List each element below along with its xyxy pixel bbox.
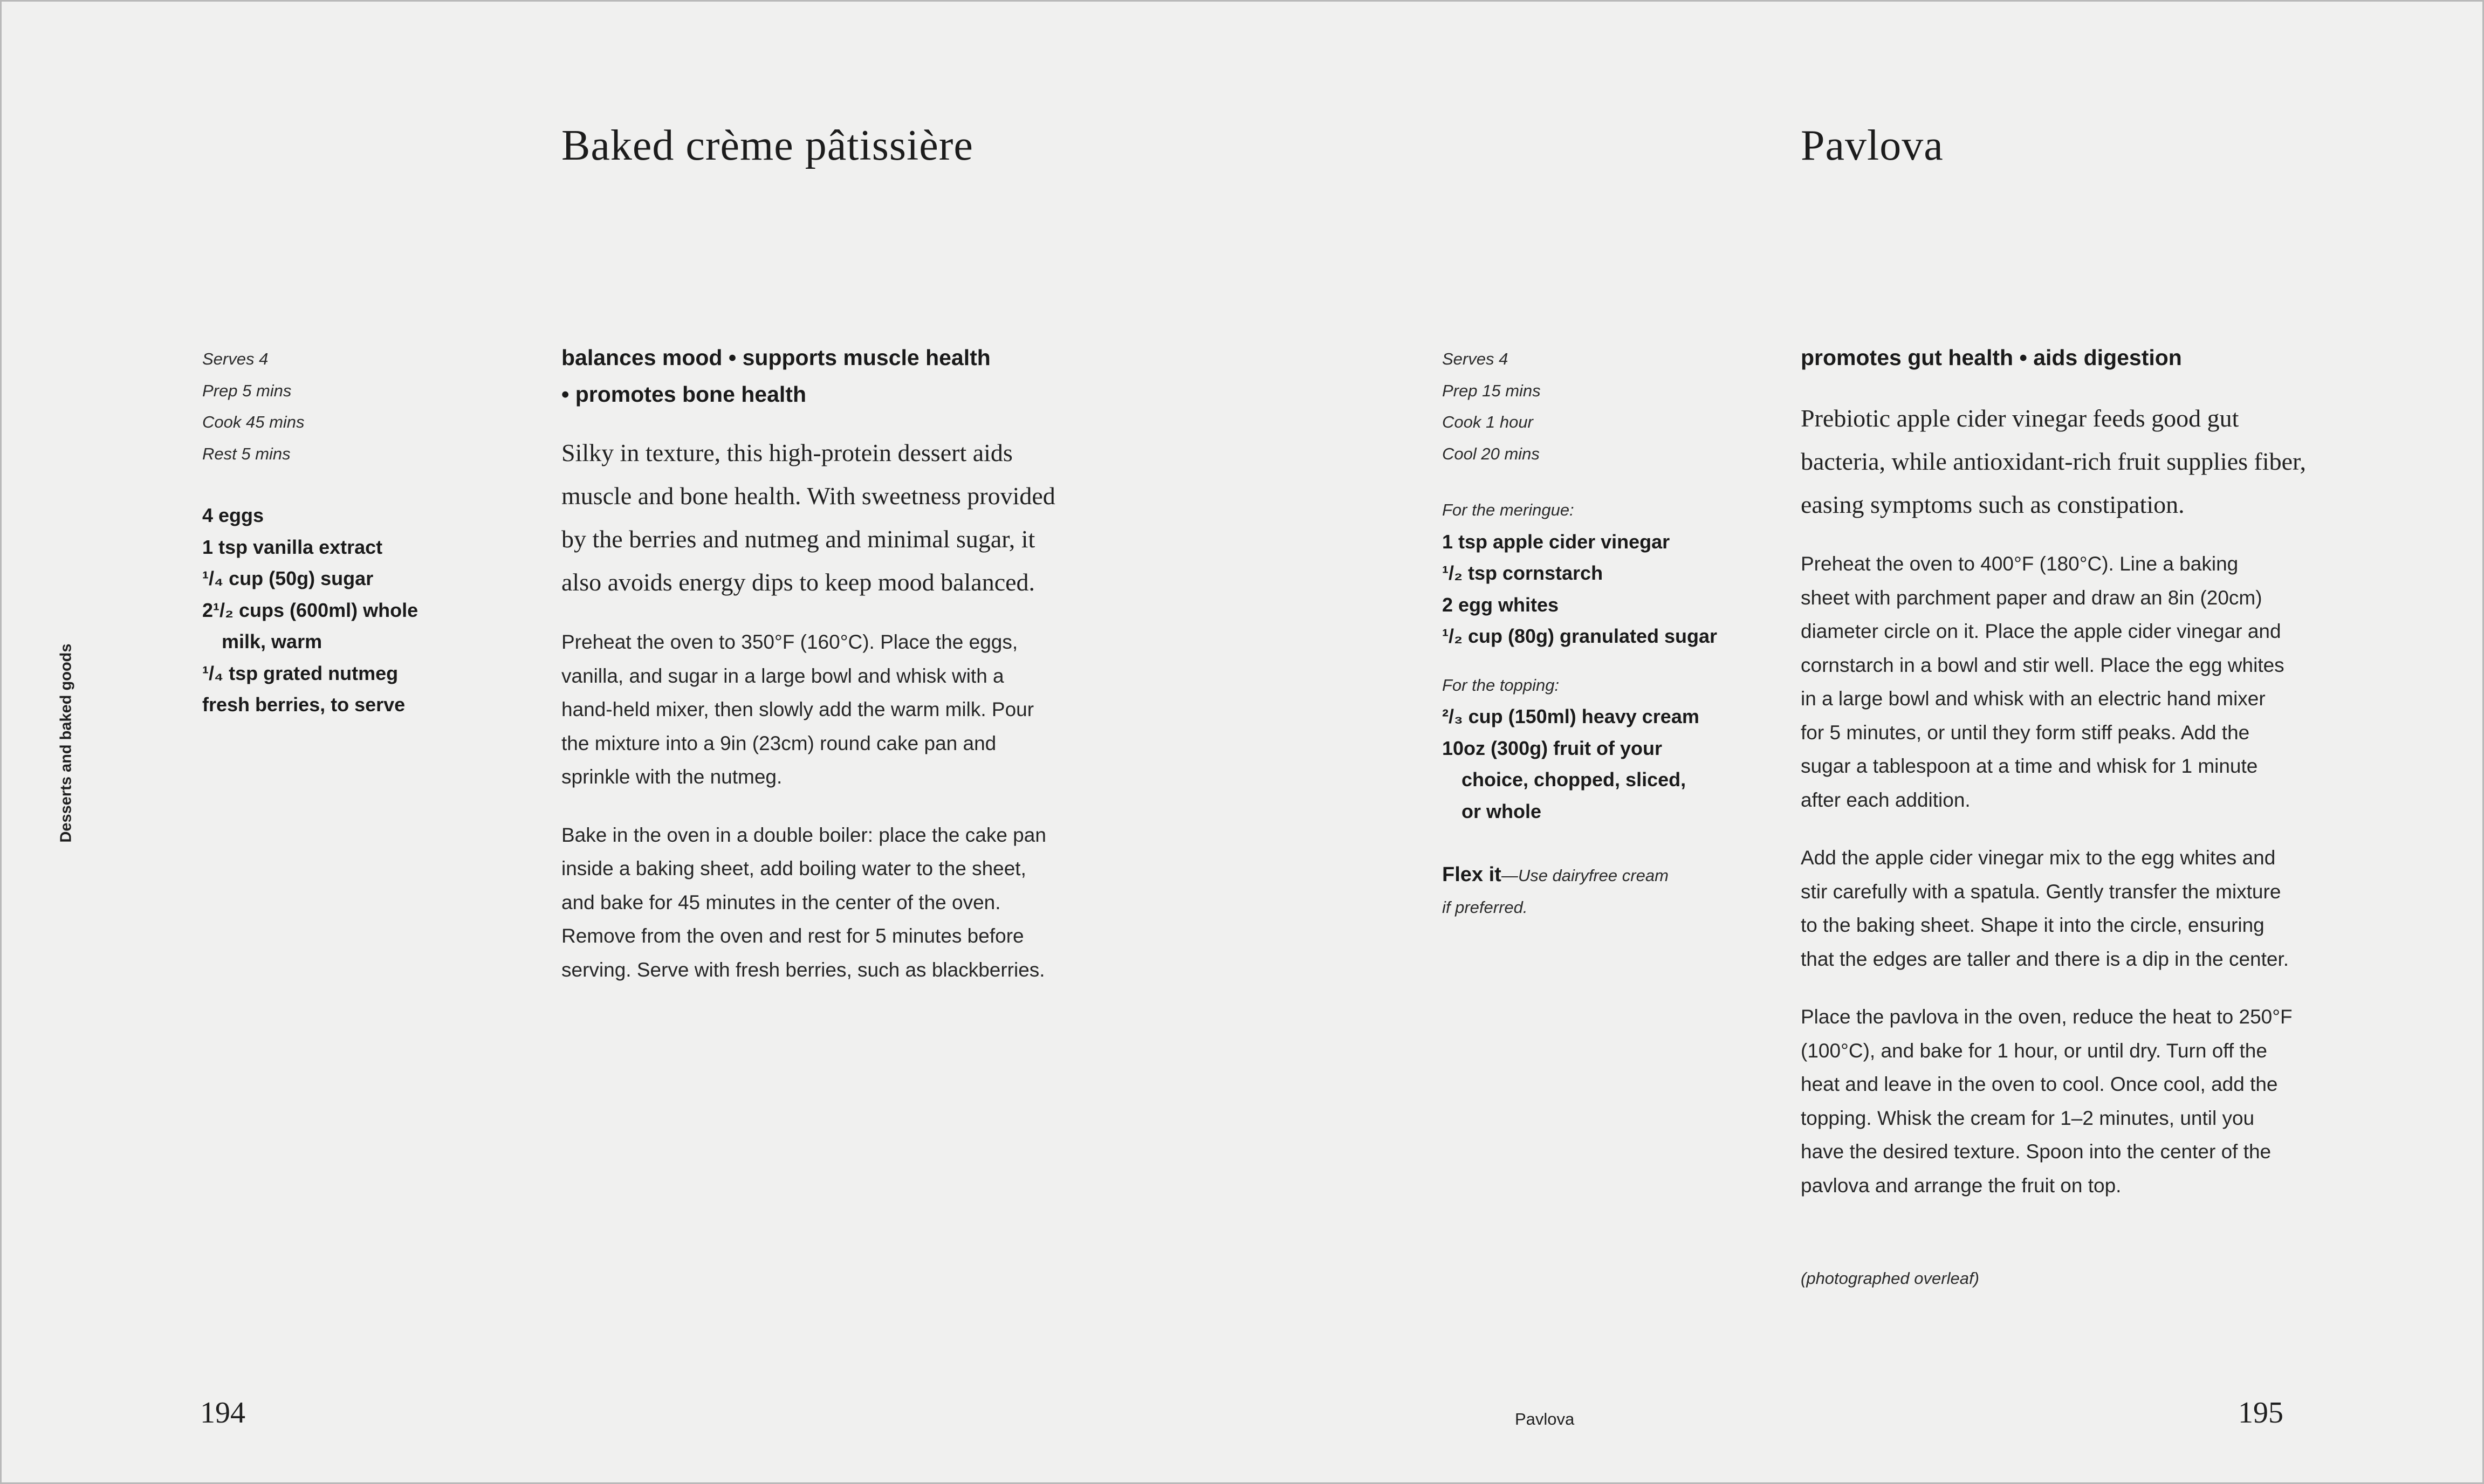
ingredient-item: 1 tsp apple cider vinegar [1442, 530, 1670, 553]
intro-line: by the berries and nutmeg and minimal sugar, it [561, 525, 1035, 553]
meta-serves: Serves 4 [202, 349, 269, 368]
intro-line: easing symptoms such as constipation. [1801, 491, 2185, 518]
benefits-line: balances mood • supports muscle health [561, 345, 991, 370]
ingredient-list-right [1442, 494, 1717, 827]
method-paragraph [1801, 547, 2293, 817]
method-line: after each addition. [1801, 788, 1971, 811]
method-line: heat and leave in the oven to cool. Once cool, add the [1801, 1073, 2278, 1095]
ingredient-item: 2 egg whites [1442, 593, 1559, 616]
method-line: sprinkle with the nutmeg. [561, 766, 783, 788]
method-line: for 5 minutes, or until they form stiff peaks. Add the [1801, 721, 2250, 744]
recipe-intro-right [1801, 397, 2306, 526]
intro-line: Silky in texture, this high-protein dessert aids [561, 439, 1013, 466]
recipe-intro-left [561, 431, 1055, 604]
ingredient-item-continued: milk, warm [222, 630, 322, 652]
intro-line: also avoids energy dips to keep mood balanced. [561, 568, 1035, 596]
ingredient-item: ²/₃ cup (150ml) heavy cream [1442, 705, 1699, 727]
method-line: serving. Serve with fresh berries, such as blackberries. [561, 958, 1045, 981]
ingredient-list-left [202, 500, 418, 721]
health-benefits-right [1801, 339, 2182, 376]
recipe-title-pavlova: Pavlova [1801, 122, 1944, 169]
ingredient-item: fresh berries, to serve [202, 693, 406, 716]
ingredient-item: 2¹/₂ cups (600ml) whole [202, 599, 418, 621]
meta-rest: Rest 5 mins [202, 444, 291, 463]
method-line: that the edges are taller and there is a dip in the center. [1801, 947, 2289, 970]
method-line: pavlova and arrange the fruit on top. [1801, 1174, 2122, 1197]
flex-it-note-continued: if preferred. [1442, 897, 1528, 917]
page-number-left: 194 [200, 1396, 245, 1430]
method-line: and bake for 45 minutes in the center of the oven. [561, 891, 1001, 913]
page-number-right: 195 [2238, 1396, 2283, 1430]
topping-subheading: For the topping: [1442, 675, 1560, 695]
method-paragraph [561, 819, 1046, 987]
ingredient-item: 4 eggs [202, 504, 264, 526]
method-right [1801, 547, 2293, 1203]
recipe-meta-left [202, 343, 305, 470]
intro-line: bacteria, while antioxidant-rich fruit supplies fiber, [1801, 448, 2307, 475]
method-paragraph [1801, 841, 2293, 976]
method-paragraph [561, 626, 1046, 794]
flex-it-label: Flex it [1442, 863, 1501, 886]
ingredient-item: ¹/₄ tsp grated nutmeg [202, 662, 399, 684]
method-line: Add the apple cider vinegar mix to the egg whites and [1801, 847, 2276, 869]
method-line: cornstarch in a bowl and stir well. Place the egg whites [1801, 654, 2284, 676]
method-left [561, 626, 1046, 987]
ingredient-item-continued: choice, chopped, sliced, [1461, 768, 1686, 791]
flex-it-note: —Use dairyfree cream [1501, 866, 1669, 885]
ingredient-item: ¹/₂ tsp cornstarch [1442, 562, 1603, 584]
meta-cool: Cool 20 mins [1442, 444, 1540, 463]
running-footer: Pavlova [1515, 1410, 1575, 1428]
section-spine-label: Desserts and baked goods [57, 643, 75, 843]
method-line: (100°C), and bake for 1 hour, or until dry. Turn off the [1801, 1039, 2267, 1062]
method-line: sugar a tablespoon at a time and whisk for 1 minute [1801, 755, 2258, 777]
method-line: Place the pavlova in the oven, reduce the heat to 250°F [1801, 1006, 2293, 1028]
benefits-line: promotes gut health • aids digestion [1801, 345, 2182, 370]
method-line: topping. Whisk the cream for 1–2 minutes, until you [1801, 1107, 2255, 1129]
benefits-line: • promotes bone health [561, 382, 807, 407]
method-line: Remove from the oven and rest for 5 minutes before [561, 925, 1024, 947]
intro-line: Prebiotic apple cider vinegar feeds good gut [1801, 404, 2239, 432]
method-line: in a large bowl and whisk with an electric hand mixer [1801, 688, 2266, 710]
ingredient-item: ¹/₂ cup (80g) granulated sugar [1442, 625, 1718, 647]
method-line: hand-held mixer, then slowly add the warm milk. Pour [561, 698, 1034, 720]
method-line: inside a baking sheet, add boiling water to the sheet, [561, 857, 1026, 880]
method-line: have the desired texture. Spoon into the center of the [1801, 1141, 2272, 1163]
recipe-title-creme-patissiere: Baked crème pâtissière [561, 122, 973, 169]
method-line: to the baking sheet. Shape it into the circle, ensuring [1801, 914, 2265, 936]
meta-cook: Cook 45 mins [202, 413, 305, 431]
health-benefits-left [561, 339, 991, 413]
meta-prep: Prep 15 mins [1442, 381, 1541, 400]
method-line: stir carefully with a spatula. Gently transfer the mixture [1801, 880, 2281, 903]
meta-prep: Prep 5 mins [202, 381, 292, 400]
method-line: vanilla, and sugar in a large bowl and whisk with a [561, 664, 1004, 687]
ingredient-item: 1 tsp vanilla extract [202, 535, 383, 558]
ingredient-item-continued: or whole [1461, 800, 1542, 822]
flex-it-tip [1442, 859, 1669, 923]
method-line: Preheat the oven to 350°F (160°C). Place the eggs, [561, 631, 1018, 653]
photo-note: (photographed overleaf) [1801, 1269, 1979, 1288]
method-line: diameter circle on it. Place the apple cider vinegar and [1801, 620, 2281, 642]
method-paragraph [1801, 1000, 2293, 1203]
recipe-meta-right [1442, 343, 1541, 470]
method-line: Bake in the oven in a double boiler: place the cake pan [561, 823, 1046, 846]
intro-line: muscle and bone health. With sweetness provided [561, 482, 1055, 510]
meta-cook: Cook 1 hour [1442, 413, 1533, 431]
meringue-subheading: For the meringue: [1442, 500, 1574, 519]
meta-serves: Serves 4 [1442, 349, 1508, 368]
method-line: Preheat the oven to 400°F (180°C). Line a baking [1801, 553, 2239, 575]
ingredient-item: 10oz (300g) fruit of your [1442, 737, 1663, 759]
method-line: sheet with parchment paper and draw an 8in (20cm) [1801, 586, 2262, 609]
ingredient-item: ¹/₄ cup (50g) sugar [202, 567, 374, 589]
method-line: the mixture into a 9in (23cm) round cake pan and [561, 732, 997, 754]
